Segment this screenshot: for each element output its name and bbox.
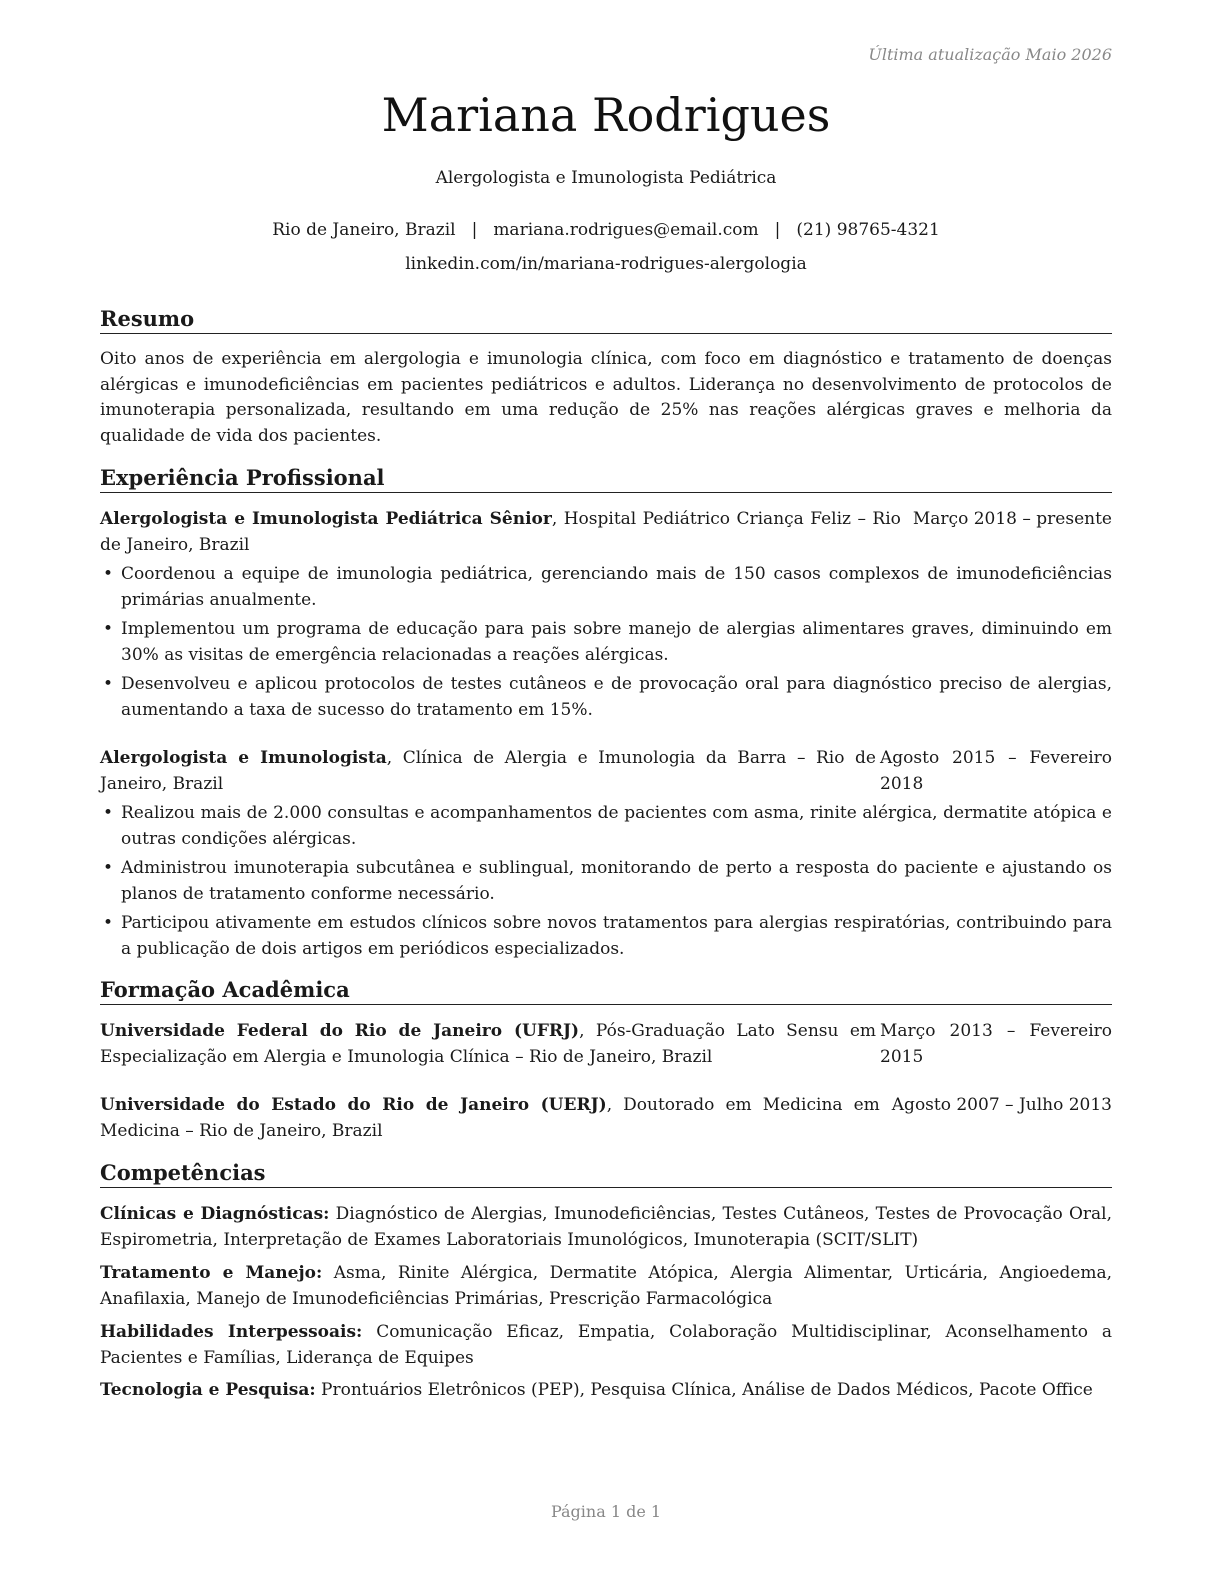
education-school: Universidade Federal do Rio de Janeiro (UFRJ): [100, 1021, 580, 1041]
skill-group: [100, 1202, 1112, 1253]
education-detail: , Pós-Graduação Lato Sensu em Especialização em Alergia e Imunologia Clínica – Rio de Janeiro, Brazil: [100, 1021, 876, 1067]
list-item: • Participou ativamente em estudos clínicos sobre novos tratamentos para alergias respiratórias, contribuindo para a publicação de dois artigos em periódicos especializados.: [100, 911, 1112, 962]
linkedin-link[interactable]: linkedin.com/in/mariana-rodrigues-alergologia: [405, 254, 807, 274]
job-entry: [100, 746, 1112, 966]
job-bullets: [100, 801, 1112, 962]
job-entry: [100, 507, 1112, 727]
job-role: Alergologista e Imunologista Pediátrica Sênior: [100, 509, 552, 529]
job-header: [100, 746, 1112, 797]
education-title-line: [100, 1019, 876, 1070]
skill-label: Habilidades Interpessoais:: [100, 1322, 363, 1342]
last-updated: Última atualização Maio 2026: [868, 45, 1112, 64]
job-dates: Agosto 2015 – Fevereiro 2018: [880, 748, 1112, 794]
education-entry: [100, 1019, 1112, 1070]
section-title-summary: Resumo: [100, 306, 1112, 334]
skill-text: Diagnóstico de Alergias, Imunodeficiências, Testes Cutâneos, Testes de Provocação Oral, Espirometria, Interpretação de Exames Laboratoriais Imunológicos, Imunoterapia (SCIT/SLIT): [100, 1204, 1112, 1250]
education-header: [100, 1019, 1112, 1070]
job-role: Alergologista e Imunologista: [100, 748, 387, 768]
list-item: • Realizou mais de 2.000 consultas e acompanhamentos de pacientes com asma, rinite alérgica, dermatite atópica e outras condições alérgicas.: [100, 801, 1112, 852]
education-dates: Março 2013 – Fevereiro 2015: [880, 1021, 1112, 1067]
candidate-title: Alergologista e Imunologista Pediátrica: [435, 168, 777, 188]
education-detail: , Doutorado em Medicina em Medicina – Rio de Janeiro, Brazil: [100, 1095, 880, 1141]
job-dates: Março 2018 – presente: [912, 509, 1112, 529]
skill-group: [100, 1320, 1112, 1371]
education-entry: [100, 1093, 1112, 1144]
page-number: Página 1 de 1: [550, 1502, 662, 1521]
education-school: Universidade do Estado do Rio de Janeiro (UERJ): [100, 1095, 607, 1115]
skill-text: Asma, Rinite Alérgica, Dermatite Atópica, Alergia Alimentar, Urticária, Angioedema, Anafilaxia, Manejo de Imunodeficiências Primárias, Prescrição Farmacológica: [100, 1263, 1112, 1309]
job-bullets: [100, 562, 1112, 723]
section-title-skills: Competências: [100, 1160, 1112, 1188]
section-title-education: Formação Acadêmica: [100, 977, 1112, 1005]
job-org: , Clínica de Alergia e Imunologia da Barra – Rio de Janeiro, Brazil: [100, 748, 876, 794]
job-org: , Hospital Pediátrico Criança Feliz – Rio de Janeiro, Brazil: [100, 509, 901, 555]
list-item: • Coordenou a equipe de imunologia pediátrica, gerenciando mais de 150 casos complexos de imunodeficiências primárias anualmente.: [100, 562, 1112, 613]
skill-group: [100, 1261, 1112, 1312]
skill-group: [100, 1378, 1112, 1404]
skill-label: Clínicas e Diagnósticas:: [100, 1204, 330, 1224]
job-title-line: [100, 507, 901, 558]
location: Rio de Janeiro, Brazil: [272, 220, 456, 240]
phone: (21) 98765-4321: [796, 220, 940, 240]
section-title-experience: Experiência Profissional: [100, 465, 1112, 493]
candidate-name: Mariana Rodrigues: [381, 88, 831, 142]
education-header: [100, 1093, 1112, 1144]
skill-text: Prontuários Eletrônicos (PEP), Pesquisa Clínica, Análise de Dados Médicos, Pacote Office: [315, 1380, 1093, 1400]
summary-text: Oito anos de experiência em alergologia e imunologia clínica, com foco em diagnóstico e tratamento de doenças alérgicas e imunodeficiências em pacientes pediátricos e adultos. Liderança no desenvolvimento de protocolos de imunoterapia personalizada, resultando em uma redução de 25% nas reações alérgicas graves e melhoria da qualidade de vida dos pacientes.: [100, 349, 1112, 446]
separator: |: [774, 220, 781, 240]
skill-label: Tratamento e Manejo:: [100, 1263, 323, 1283]
job-title-line: [100, 746, 876, 797]
skill-label: Tecnologia e Pesquisa:: [100, 1380, 316, 1400]
email-link[interactable]: mariana.rodrigues@email.com: [493, 220, 759, 240]
list-item: • Implementou um programa de educação para pais sobre manejo de alergias alimentares graves, diminuindo em 30% as visitas de emergência relacionadas a reações alérgicas.: [100, 617, 1112, 668]
list-item: • Administrou imunoterapia subcutânea e sublingual, monitorando de perto a resposta do paciente e ajustando os planos de tratamento conforme necessário.: [100, 856, 1112, 907]
education-dates: Agosto 2007 – Julho 2013: [891, 1095, 1112, 1115]
skill-text: Comunicação Eficaz, Empatia, Colaboração Multidisciplinar, Aconselhamento a Pacientes e Famílias, Liderança de Equipes: [100, 1322, 1112, 1368]
list-item: • Desenvolveu e aplicou protocolos de testes cutâneos e de provocação oral para diagnóstico preciso de alergias, aumentando a taxa de sucesso do tratamento em 15%.: [100, 672, 1112, 723]
separator: |: [471, 220, 478, 240]
education-title-line: [100, 1093, 880, 1144]
job-header: [100, 507, 1112, 558]
contact-line: [100, 220, 1112, 240]
